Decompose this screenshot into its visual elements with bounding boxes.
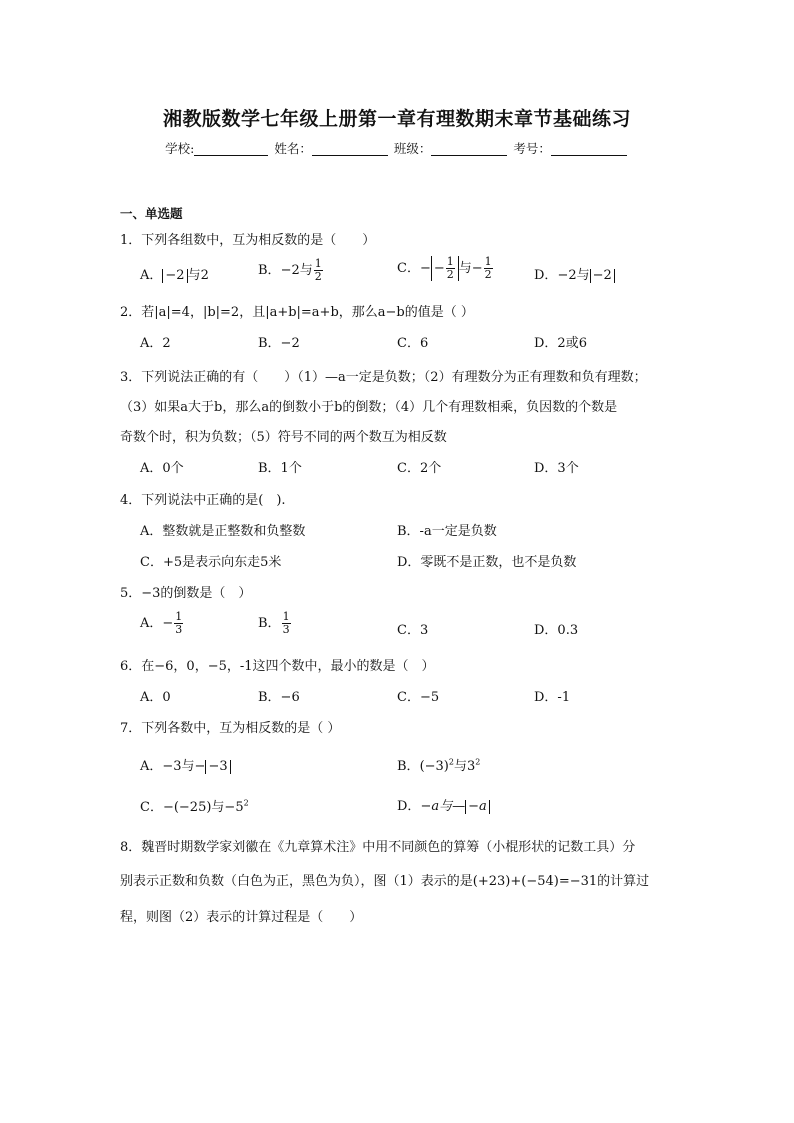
question-8-line-3: 程，则图（2）表示的计算过程是（ ） <box>120 910 363 925</box>
class-blank[interactable] <box>431 141 507 156</box>
question-5-stem: 5．−3的倒数是（ ） <box>120 586 252 601</box>
q6-option-d[interactable]: D．-1 <box>534 690 571 705</box>
abs-value: −2 <box>162 269 187 283</box>
question-4-stem: 4．下列说法中正确的是( ). <box>120 493 286 508</box>
q1-option-b[interactable]: B．−2与 $\frac{1}{2}$ <box>258 257 322 283</box>
question-8-line-1: 8．魏晋时期数学家刘徽在《九章算术注》中用不同颜色的算筹（小棍形状的记数工具）分 <box>120 840 636 855</box>
fraction: $\frac{1}{3}$ <box>282 610 290 636</box>
q2-option-d[interactable]: D．2或6 <box>534 336 587 351</box>
q7-option-d[interactable]: D．−a与— −a <box>397 795 490 814</box>
abs-value: −2 <box>590 269 615 283</box>
q5-option-a[interactable]: A．− $\frac{1}{3}$ <box>140 610 183 636</box>
question-6-stem: 6．在−6，0，−5，-1这四个数中，最小的数是（ ） <box>120 659 435 674</box>
name-blank[interactable] <box>312 141 388 156</box>
page-title: 湘教版数学七年级上册第一章有理数期末章节基础练习 <box>162 108 631 130</box>
q4-option-c[interactable]: C．+5是表示向东走5米 <box>140 555 282 570</box>
q6-option-a[interactable]: A．0 <box>140 690 171 705</box>
number-label: 考号： <box>513 141 551 156</box>
q1-option-c[interactable]: C．− − $\frac{1}{2}$ 与− $\frac{1}{2}$ <box>397 255 492 281</box>
q2-option-b[interactable]: B．−2 <box>258 336 300 351</box>
fraction: $\frac{1}{2}$ <box>484 255 492 281</box>
q7-option-a[interactable]: A．−3与− −3 <box>140 755 231 774</box>
student-info-line <box>0 139 794 157</box>
question-3-line-2: （3）如果a大于b，那么a的倒数小于b的倒数；（4）几个有理数相乘，负因数的个数是 <box>120 400 618 415</box>
question-7-stem: 7．下列各数中，互为相反数的是（ ） <box>120 721 341 736</box>
q6-option-b[interactable]: B．−6 <box>258 690 300 705</box>
q7-option-c[interactable]: C．−(−25)与$-5^2$ <box>140 798 249 815</box>
q1-option-d[interactable]: D．−2与 −2 <box>534 264 615 283</box>
school-blank[interactable] <box>194 141 268 156</box>
abs-value: −3 <box>205 760 230 774</box>
q4-option-d[interactable]: D．零既不是正数，也不是负数 <box>397 555 577 570</box>
q3-option-a[interactable]: A．0个 <box>140 461 184 476</box>
q2-option-a[interactable]: A．2 <box>140 336 171 351</box>
q3-option-c[interactable]: C．2个 <box>397 461 442 476</box>
q3-option-b[interactable]: B．1个 <box>258 461 302 476</box>
number-blank[interactable] <box>551 141 627 156</box>
school-label: 学校: <box>165 141 195 156</box>
section-heading: 一、单选题 <box>120 206 183 221</box>
name-label: 姓名： <box>274 141 312 156</box>
q4-option-b[interactable]: B．-a一定是负数 <box>397 524 497 539</box>
question-2-stem: 2．若|a|=4，|b|=2，且|a+b|=a+b，那么a−b的值是（ ） <box>120 305 474 320</box>
abs-value: −a <box>465 800 490 814</box>
q3-option-d[interactable]: D．3个 <box>534 461 579 476</box>
q5-option-b[interactable]: B． $\frac{1}{3}$ <box>258 610 290 636</box>
q4-option-a[interactable]: A．整数就是正整数和负整数 <box>140 524 306 539</box>
q6-option-c[interactable]: C．−5 <box>397 690 440 705</box>
class-label: 班级： <box>393 141 432 156</box>
question-3-line-1: 3．下列说法正确的有（ ）（1）—a一定是负数；（2）有理数分为正有理数和负有理数； <box>120 370 647 385</box>
q7-option-b[interactable]: B．$(-3)^2$与$3^2$ <box>397 757 481 774</box>
question-8-line-2: 别表示正数和负数（白色为正，黑色为负），图（1）表示的是(+23)+(−54)=−31的计算过 <box>120 874 650 889</box>
q1-option-a[interactable]: A． −2 与2 <box>140 268 209 283</box>
question-1-stem: 1．下列各组数中，互为相反数的是（ ） <box>120 233 376 248</box>
q2-option-c[interactable]: C．6 <box>397 336 429 351</box>
q5-option-c[interactable]: C．3 <box>397 623 429 638</box>
fraction: $\frac{1}{3}$ <box>175 610 183 636</box>
q5-option-d[interactable]: D．0.3 <box>534 623 579 638</box>
abs-value: − $\frac{1}{2}$ <box>431 256 459 281</box>
fraction: $\frac{1}{2}$ <box>314 257 322 283</box>
question-3-line-3: 奇数个时，积为负数；（5）符号不同的两个数互为相反数 <box>120 430 447 445</box>
